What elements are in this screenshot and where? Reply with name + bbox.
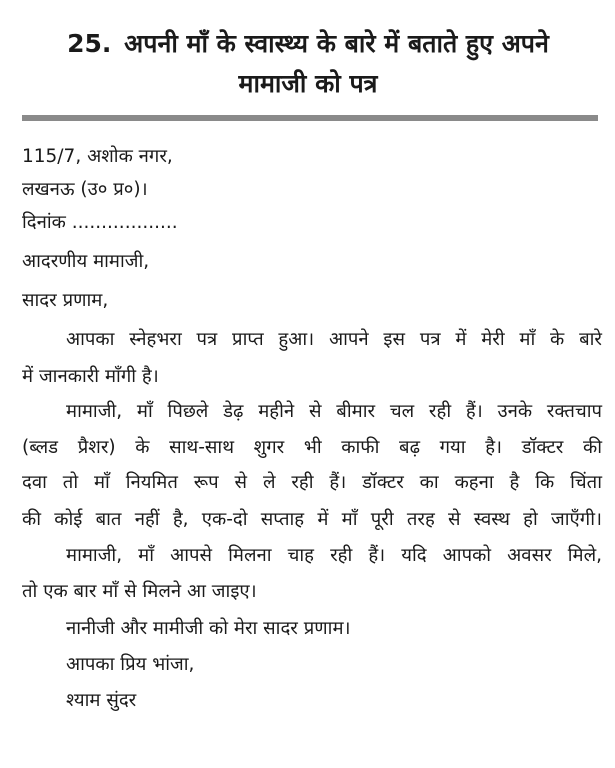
paragraph-2-line-4: की कोई बात नहीं है, एक-दो सप्ताह में माँ पूरी तरह से स्वस्थ हो जाएँगी। <box>22 509 602 530</box>
letter-heading <box>8 24 608 104</box>
heading-line-2: मामाजी को पत्र <box>238 69 378 98</box>
heading-divider <box>22 115 598 121</box>
paragraph-2-line-1: मामाजी, माँ पिछले डेढ़ महीने से बीमार चल रही हैं। उनके रक्तचाप <box>66 401 602 422</box>
address-line-1: 115/7, अशोक नगर, <box>22 146 173 167</box>
paragraph-1-line-1: आपका स्नेहभरा पत्र प्राप्त हुआ। आपने इस पत्र में मेरी माँ के बारे <box>66 329 602 350</box>
address-line-2: लखनऊ (उ० प्र०)। <box>22 179 148 200</box>
closing: आपका प्रिय भांजा, <box>66 654 195 675</box>
salutation: आदरणीय मामाजी, <box>22 251 150 272</box>
paragraph-3-line-2: तो एक बार माँ से मिलने आ जाइए। <box>22 581 257 602</box>
heading-text-1: अपनी माँ के स्वास्थ्य के बारे में बताते हुए अपने <box>124 29 549 58</box>
heading-number: 25. <box>67 29 112 58</box>
heading-line-1 <box>8 24 608 64</box>
signature: श्याम सुंदर <box>66 690 137 711</box>
greeting: सादर प्रणाम, <box>22 290 109 311</box>
paragraph-2-line-3: दवा तो माँ नियमित रूप से ले रही हैं। डॉक्टर का कहना है कि चिंता <box>22 472 602 493</box>
date-line: दिनांक .................. <box>22 212 178 233</box>
paragraph-3-line-1: मामाजी, माँ आपसे मिलना चाह रही हैं। यदि आपको अवसर मिले, <box>66 545 602 566</box>
paragraph-1-line-2: में जानकारी माँगी है। <box>22 366 159 387</box>
paragraph-2-line-2: (ब्लड प्रैशर) के साथ-साथ शुगर भी काफी बढ़ गया है। डॉक्टर की <box>22 437 602 458</box>
paragraph-4: नानीजी और मामीजी को मेरा सादर प्रणाम। <box>66 618 351 639</box>
